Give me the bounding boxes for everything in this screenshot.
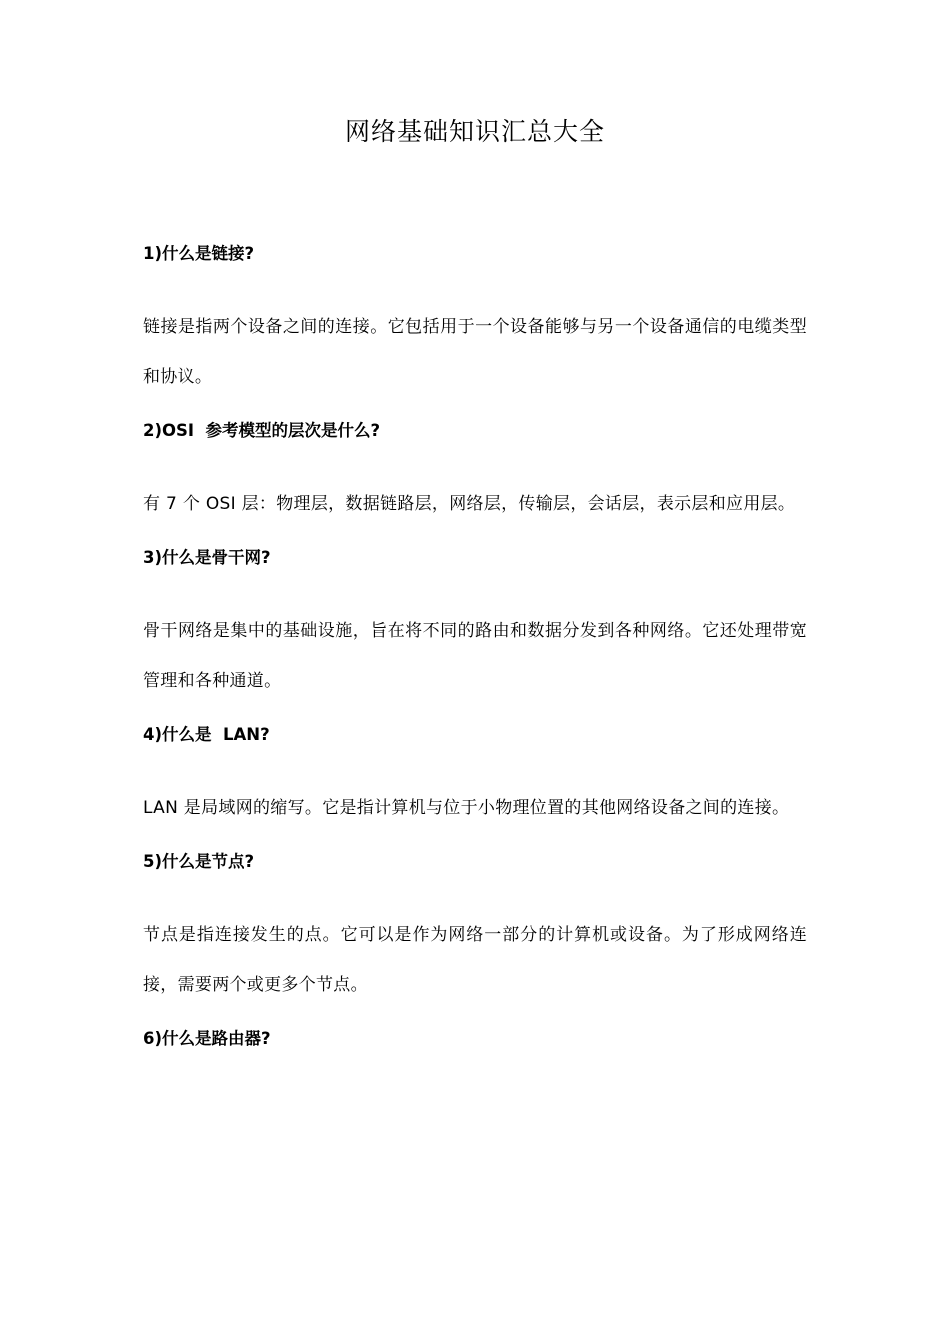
answer-paragraph: 有 7 个 OSI 层：物理层，数据链路层，网络层，传输层，会话层，表示层和应用层。	[143, 494, 796, 514]
answer-paragraph: 骨干网络是集中的基础设施，旨在将不同的路由和数据分发到各种网络。它还处理带宽管理和各种通道。	[143, 621, 807, 691]
section-6	[143, 1021, 807, 1057]
question-heading: 2)OSI 参考模型的层次是什么?	[143, 421, 381, 440]
answer-paragraph: 节点是指连接发生的点。它可以是作为网络一部分的计算机或设备。为了形成网络连接，需要两个或更多个节点。	[143, 925, 807, 995]
section-3	[143, 540, 807, 706]
section-4	[143, 717, 807, 833]
document-title: 网络基础知识汇总大全	[344, 117, 605, 146]
answer-paragraph: LAN 是局域网的缩写。它是指计算机与位于小物理位置的其他网络设备之间的连接。	[143, 798, 790, 818]
section-5	[143, 844, 807, 1010]
document-body	[143, 236, 807, 1087]
question-heading: 3)什么是骨干网?	[143, 548, 271, 567]
question-heading: 6)什么是路由器?	[143, 1029, 271, 1048]
question-heading: 4)什么是 LAN?	[143, 725, 270, 744]
section-1	[143, 236, 807, 402]
section-2	[143, 413, 807, 529]
answer-paragraph: 链接是指两个设备之间的连接。它包括用于一个设备能够与另一个设备通信的电缆类型和协议。	[143, 317, 807, 387]
question-heading: 1)什么是链接?	[143, 244, 255, 263]
question-heading: 5)什么是节点?	[143, 852, 255, 871]
